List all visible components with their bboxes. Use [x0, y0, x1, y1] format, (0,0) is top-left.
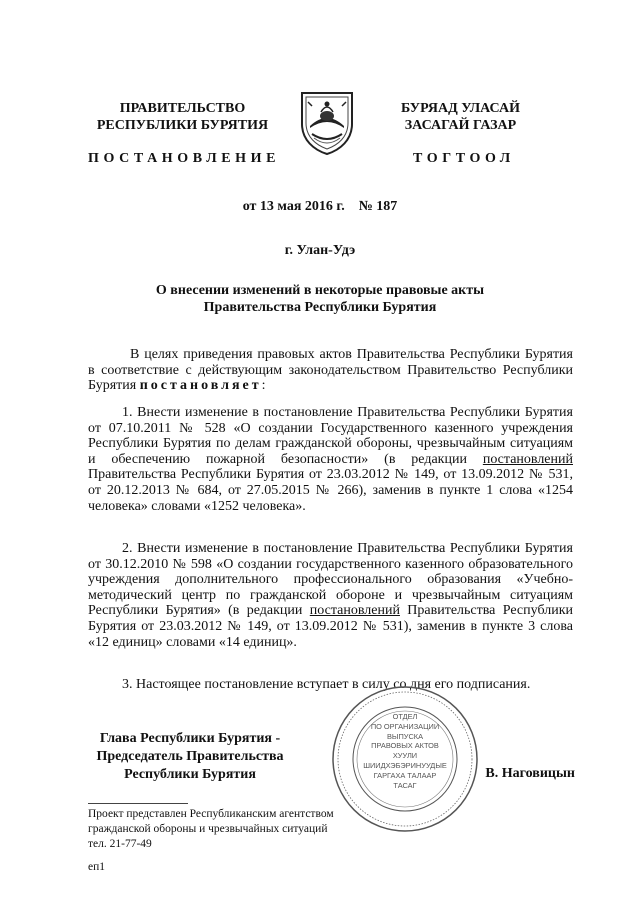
- seal-line8: ТАСАГ: [393, 780, 417, 790]
- footer-line3: тел. 21-77-49: [88, 838, 152, 850]
- position-line1: Глава Республики Бурятия -: [99, 731, 281, 746]
- preamble-end: :: [261, 378, 266, 394]
- item-1-link[interactable]: постановлений: [482, 451, 573, 467]
- coat-of-arms-icon: [298, 90, 356, 156]
- footer-line2: гражданской обороны и чрезвычайных ситуаций: [88, 823, 328, 835]
- preamble-emphasis: постановляет: [139, 378, 262, 394]
- doc-type-left: ПОСТАНОВЛЕНИЕ: [88, 151, 281, 166]
- date-number: от 13 мая 2016 г. № 187: [242, 199, 398, 214]
- document-title: [0, 282, 640, 316]
- signatory-name: В. Наговицын: [485, 766, 575, 781]
- footer-note: [88, 807, 418, 852]
- seal-line5: ХУУЛИ: [392, 751, 418, 761]
- header-left-line1: ПРАВИТЕЛЬСТВО: [119, 101, 246, 116]
- seal-line4: ПРАВОВЫХ АКТОВ: [371, 741, 439, 751]
- preamble-text: В целях приведения правовых актов Правительства Республики Бурятия в соответствие с действующим законодательством Правительство Республики Бурятия: [88, 347, 573, 394]
- seal-center-text: [357, 712, 453, 806]
- initials: еп1: [88, 861, 106, 873]
- preamble-paragraph: [88, 347, 573, 394]
- item-2-text-before: 2. Внести изменение в постановление Правительства Республики Бурятия от 30.12.2010 № 598 «О создании государственного казенного образовательного учреждения дополнительного профессионального образования «Учебно-методический центр по гражданской обороне и чрезвычайным ситуациям Республики Бурятия» (в редакции: [88, 541, 573, 619]
- position-line3: Республики Бурятия: [124, 767, 256, 782]
- footer-line1: Проект представлен Республиканским агентством: [88, 808, 334, 820]
- header-right-line2: ЗАСАГАЙ ГАЗАР: [404, 118, 517, 133]
- item-1-text-after: Правительства Республики Бурятия от 23.03.2012 № 149, от 13.09.2012 № 531, от 20.12.2013 № 684, от 27.05.2015 № 266), заменив в пункте 1 слова «1254 человека» словами «1252 человека».: [88, 467, 573, 514]
- item-1-text-before: 1. Внести изменение в постановление Правительства Республики Бурятия от 07.10.2011 № 528 «О создании Государственного казенного учреждения Республики Бурятия по делам гражданской обороны, чрезвычайным ситуациям и обеспечению пожарной безопасности» (в редакции: [88, 405, 573, 467]
- doc-type-right: ТОГТООЛ: [413, 151, 515, 166]
- seal-line7: ГАРГАХА ТАЛААР: [373, 770, 437, 780]
- item-2-paragraph: [88, 541, 573, 650]
- item-2-link[interactable]: постановлений: [309, 603, 400, 619]
- city: г. Улан-Удэ: [284, 243, 356, 258]
- seal-line2: ПО ОРГАНИЗАЦИИ: [370, 721, 440, 731]
- header-right-line1: БУРЯАД УЛАСАЙ: [401, 101, 520, 116]
- item-1-paragraph: [88, 405, 573, 514]
- item-3-paragraph: 3. Настоящее постановление вступает в силу со дня его подписания.: [122, 677, 531, 692]
- footer-divider: [88, 803, 188, 804]
- header-left-line2: РЕСПУБЛИКИ БУРЯТИЯ: [96, 118, 269, 133]
- position-line2: Председатель Правительства: [96, 749, 284, 764]
- header-left: [90, 100, 275, 134]
- title-line2: Правительства Республики Бурятия: [203, 300, 437, 315]
- seal-line3: ВЫПУСКА: [386, 731, 424, 741]
- title-line1: О внесении изменений в некоторые правовые акты: [155, 283, 485, 298]
- signatory-position: [80, 730, 300, 784]
- seal-line6: ШИИДХЭБЭРИНУУДЫЕ: [363, 760, 447, 770]
- item-2-text-after: Правительства Республики Бурятия от 23.03.2012 № 149, от 13.09.2012 № 531), заменив в пункте 3 слова «12 единиц» словами «14 единиц».: [88, 603, 573, 650]
- seal-line1: ОТДЕЛ: [392, 712, 418, 721]
- header-right: [378, 100, 543, 134]
